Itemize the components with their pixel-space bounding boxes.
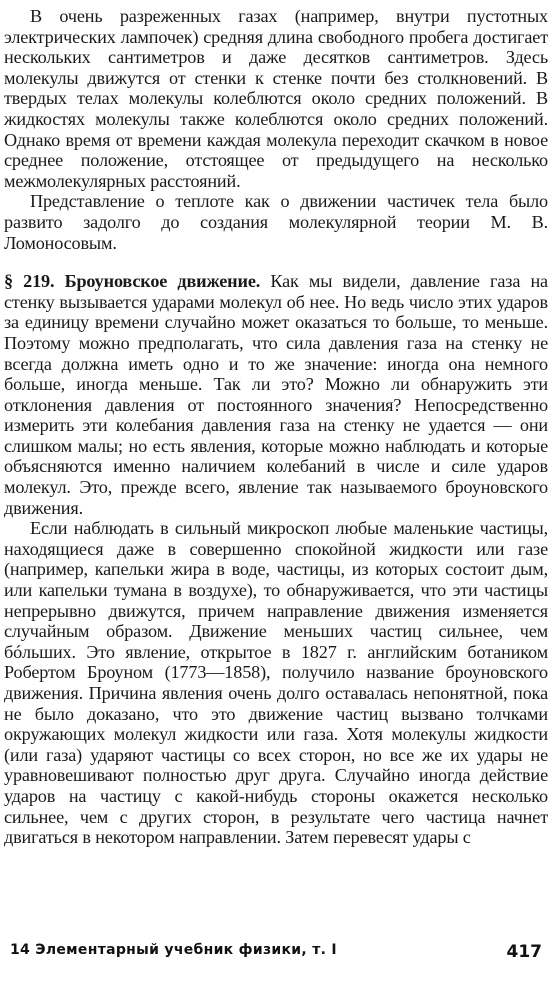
section-219-intro [4, 271, 548, 518]
signature-mark: 14 Элементарный учебник физики, т. I [10, 942, 337, 958]
paragraph-brownian-observation: Если наблюдать в сильный микроскоп любые маленькие частицы, находящиеся даже в совершенно спокойной жидкости или газе (например, капельки жира в воде, частицы, из которых состоит дым, или капельки тумана в воздухе), то обнаруживается, что эти частицы непрерывно движутся, причем направление движения изменяется случайным образом. Движение меньших частиц сильнее, чем бóльших. Это явление, открытое в 1827 г. английским ботаником Робертом Броуном (1773—1858), получило название броуновского движения. Причина явления очень долго оставалась непонятной, пока не было доказано, что это движение частиц вызвано толчками окружающих молекул жидкости или газа. Хотя молекулы жидкости (или газа) ударяют частицы со всех сторон, но все же их удары не уравновешивают полностью друг друга. Случайно иногда действие ударов на частицу с какой-нибудь стороны окажется несколько сильнее, чем с других сторон, в результате чего частица начнет двигаться в некотором направлении. Затем перевесят удары с [4, 518, 548, 848]
page-number: 417 [506, 942, 542, 962]
book-page [4, 6, 548, 986]
paragraph-lomonosov: Представление о теплоте как о движении частичек тела было развито задолго до создания молекулярной теории М. В. Ломоносовым. [4, 191, 548, 253]
page-footer [10, 942, 542, 962]
section-title: Броуновское движение. [64, 271, 261, 292]
paragraph-rarefied-gases: В очень разреженных газах (например, внутри пустотных электрических лампочек) средняя длина свободного пробега достигает нескольких сантиметров и даже десятков сантиметров. Здесь молекулы движутся от стенки к стенке почти без столкновений. В твердых телах молекулы колеблются около средних положений. В жидкостях молекулы также колеблются около средних положений. Однако время от времени каждая молекула переходит скачком в новое среднее положение, отстоящее от предыдущего на несколько межмолекулярных расстояний. [4, 6, 548, 191]
section-number: § 219. [4, 271, 55, 292]
section-intro-text: Как мы видели, давление газа на стенку вызывается ударами молекул об нее. Но ведь число этих ударов за единицу времени случайно может оказаться то больше, то меньше. Поэтому можно предполагать, что сила давления газа на стенку не всегда должна иметь одно и то же значение: иногда она немного больше, иногда меньше. Так ли это? Можно ли обнаружить эти отклонения давления от постоянного значения? Непосредственно измерить эти колебания давления газа на стенку не удается — они слишком малы; но есть явления, которые можно наблюдать и которые объясняются именно наличием колебаний в числе и силе ударов молекул. Это, прежде всего, явление так называемого броуновского движения. [4, 271, 548, 518]
